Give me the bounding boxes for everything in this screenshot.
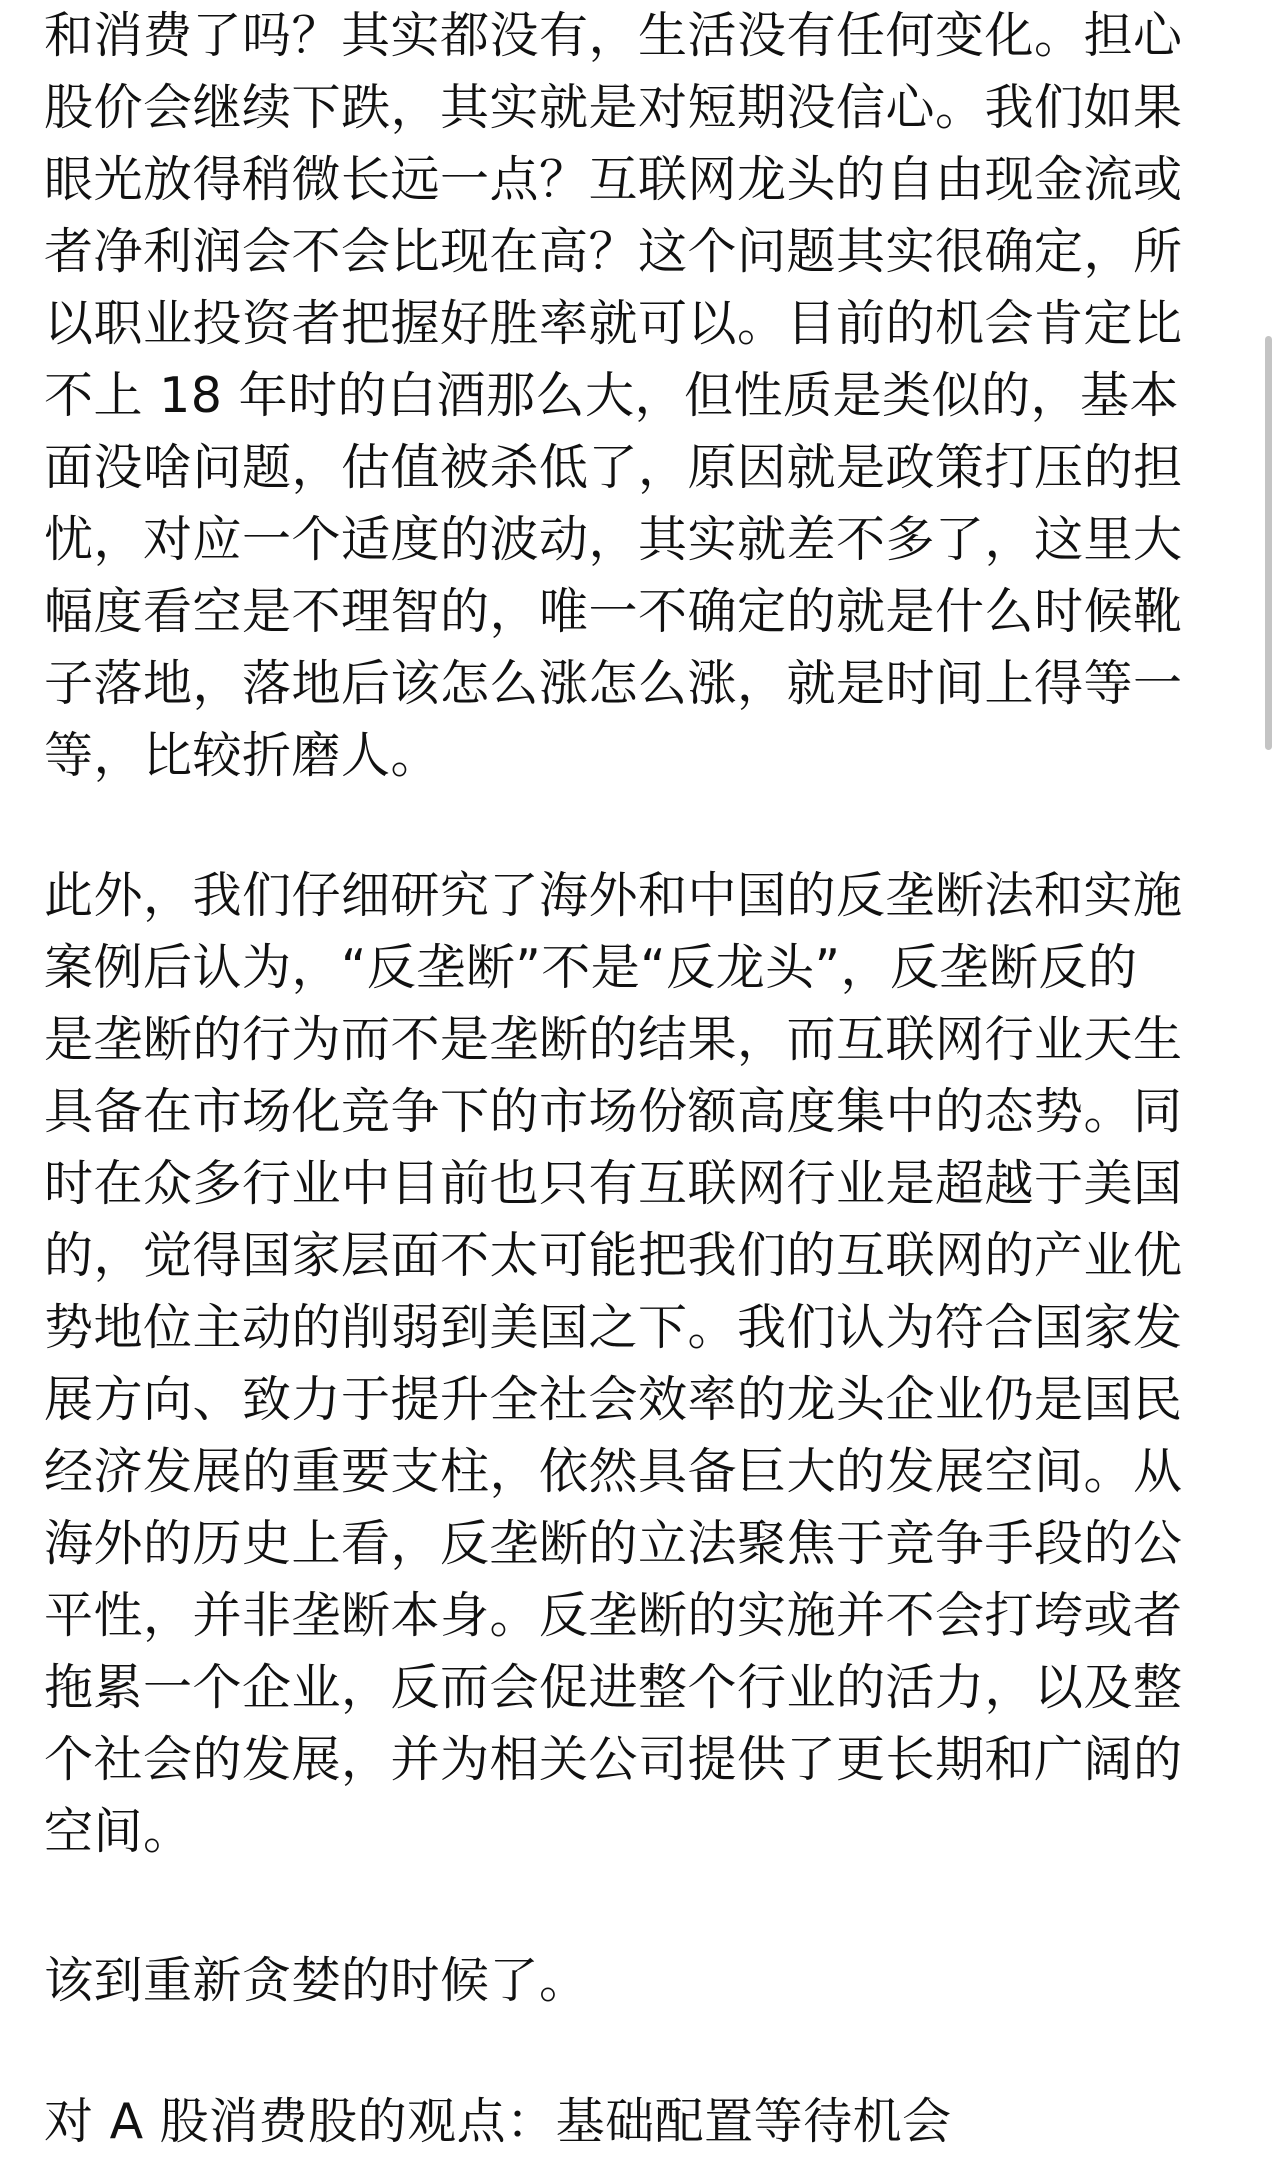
text-line: 面没啥问题，估值被杀低了，原因就是政策打压的担 xyxy=(44,439,1183,496)
text-line: 案例后认为，“反垄断”不是“反龙头”，反垄断反的 xyxy=(44,939,1138,996)
text-line: 和消费了吗？其实都没有，生活没有任何变化。担心 xyxy=(44,7,1183,64)
text-line: 平性，并非垄断本身。反垄断的实施并不会打垮或者 xyxy=(44,1587,1183,1644)
text-line: 此外，我们仔细研究了海外和中国的反垄断法和实施 xyxy=(44,867,1183,924)
text-line: 忧，对应一个适度的波动，其实就差不多了，这里大 xyxy=(44,511,1183,568)
text-line: 是垄断的行为而不是垄断的结果，而互联网行业天生 xyxy=(44,1011,1183,1068)
text-line: 以职业投资者把握好胜率就可以。目前的机会肯定比 xyxy=(44,295,1183,352)
text-line: 者净利润会不会比现在高？这个问题其实很确定，所 xyxy=(44,223,1183,280)
vertical-scrollbar-thumb[interactable] xyxy=(1265,336,1272,750)
text-line: 展方向、致力于提升全社会效率的龙头企业仍是国民 xyxy=(44,1371,1183,1428)
text-line: 该到重新贪婪的时候了。 xyxy=(44,1952,589,2009)
text-line: 的，觉得国家层面不太可能把我们的互联网的产业优 xyxy=(44,1227,1183,1284)
text-line: 海外的历史上看，反垄断的立法聚焦于竞争手段的公 xyxy=(44,1515,1183,1572)
text-line: 空间。 xyxy=(44,1803,193,1860)
text-line: 经济发展的重要支柱，依然具备巨大的发展空间。从 xyxy=(44,1443,1183,1500)
text-line: 势地位主动的削弱到美国之下。我们认为符合国家发 xyxy=(44,1299,1183,1356)
paragraph-1 xyxy=(44,0,1183,792)
text-line: 对 A 股消费股的观点：基础配置等待机会 xyxy=(44,2093,952,2150)
text-line: 幅度看空是不理智的，唯一不确定的就是什么时候靴 xyxy=(44,583,1183,640)
paragraph-2 xyxy=(44,860,1183,1868)
text-line: 不上 18 年时的白酒那么大，但性质是类似的，基本 xyxy=(44,367,1180,424)
paragraph-3 xyxy=(44,1945,589,2017)
text-line: 股价会继续下跌，其实就是对短期没信心。我们如果 xyxy=(44,79,1183,136)
text-line: 眼光放得稍微长远一点？互联网龙头的自由现金流或 xyxy=(44,151,1183,208)
text-line: 个社会的发展，并为相关公司提供了更长期和广阔的 xyxy=(44,1731,1183,1788)
text-line: 具备在市场化竞争下的市场份额高度集中的态势。同 xyxy=(44,1083,1183,1140)
text-line: 时在众多行业中目前也只有互联网行业是超越于美国 xyxy=(44,1155,1183,1212)
text-line: 子落地，落地后该怎么涨怎么涨，就是时间上得等一 xyxy=(44,655,1183,712)
text-line: 拖累一个企业，反而会促进整个行业的活力，以及整 xyxy=(44,1659,1183,1716)
text-line: 等，比较折磨人。 xyxy=(44,727,441,784)
section-heading xyxy=(44,2086,952,2158)
